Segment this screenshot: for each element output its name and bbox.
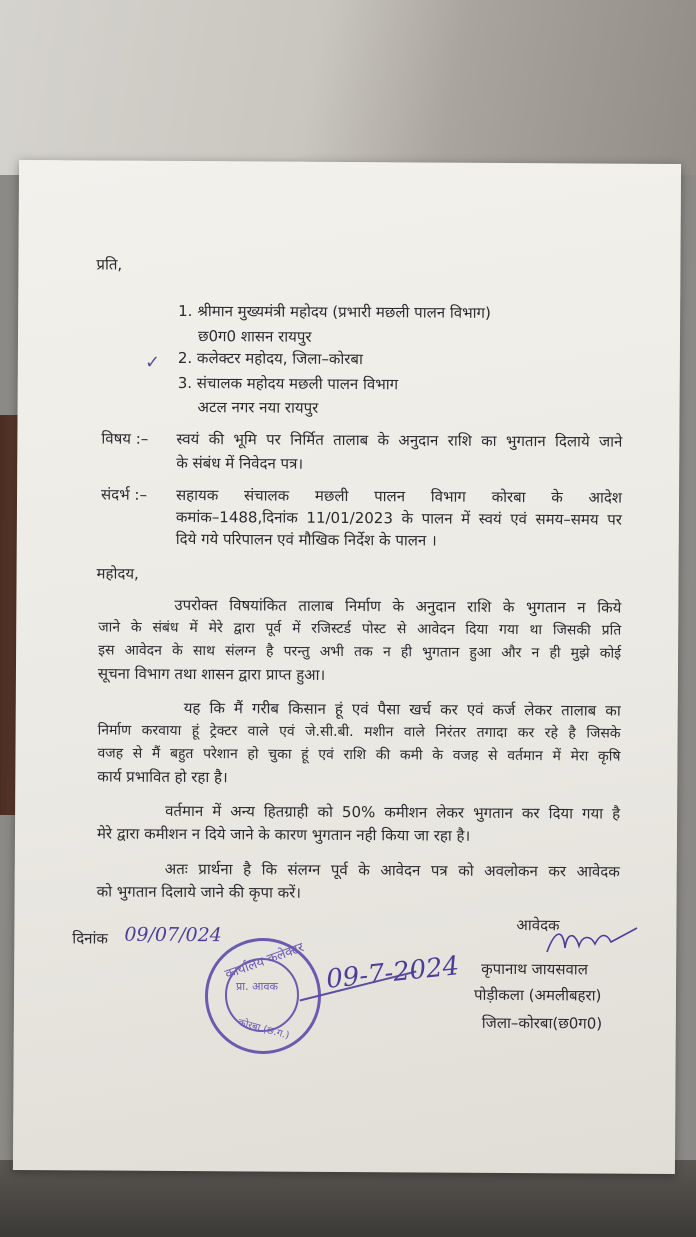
vishay-line-1: स्वयं की भूमि पर निर्मित तालाब के अनुदान राशि का भुगतान दिलाये जाने: [176, 429, 623, 451]
background-wall: [0, 0, 696, 175]
para2-line-2: निर्माण करवाया हूं ट्रेक्टर वाले एवं जे.सी.बी. मशीन वाले निरंतर तगादा कर रहे है जिसके: [97, 722, 621, 742]
para2-line-3: वजह से मैं बहुत परेशान हो चुका हूं एवं राशि की कमी के वजह से वर्तमान में मेरा कृषि: [97, 745, 621, 765]
para1-line-2: जाने के संबंध में मेरे द्वारा पूर्व में रजिस्टर्ड पोस्ट से आवेदन दिया गया था जिसकी प्रति: [98, 619, 622, 639]
check-mark-icon: ✓: [145, 352, 161, 373]
para2-line-1: यह कि मैं गरीब किसान हूं एवं पैसा खर्च कर एवं कर्ज लेकर तालाब का: [183, 699, 621, 720]
stamp-bottom-text: कोरबा (छ.ग.): [236, 1017, 291, 1042]
recipient-2: 2. कलेक्टर महोदय, जिला–कोरबा: [177, 348, 363, 369]
recipient-1-place: छ0ग0 शासन रायपुर: [197, 327, 312, 346]
para1-line-3: इस आवेदन के साथ संलग्न है परन्तु अभी तक न ही भुगतान हुआ और न ही मुझे कोई: [98, 642, 622, 662]
letter-page: [13, 160, 681, 1174]
salutation: महोदय,: [96, 564, 139, 583]
signature-icon: [545, 922, 640, 962]
applicant-name: कृपानाथ जायसवाल: [481, 959, 588, 979]
vishay-line-2: के संबंध में निवेदन पत्र।: [176, 453, 304, 473]
para3-line-2: मेरे द्वारा कमीशन न दिये जाने के कारण भुगतान नही किया जा रहा है।: [96, 824, 471, 845]
para1-line-4: सूचना विभाग तथा शासन द्वारा प्राप्त हुआ।: [97, 664, 326, 684]
date-label: दिनांक: [72, 929, 108, 948]
recipient-3: 3. संचालक महोदय मछली पालन विभाग: [177, 373, 399, 394]
para3-line-1: वर्तमान में अन्य हितग्राही को 50% कमीशन लेकर भुगतान कर दिया गया है: [165, 801, 621, 823]
applicant-label: आवेदक: [516, 916, 560, 935]
handwritten-date: 09/07/024: [124, 923, 222, 947]
office-stamp: [205, 938, 321, 1054]
received-date: 09-7-2024: [324, 951, 461, 995]
vishay-label: विषय :–: [101, 429, 149, 448]
para4-line-1: अतः प्रार्थना है कि संलग्न पूर्व के आवेदन पत्र को अवलोकन कर आवेदक: [164, 859, 620, 881]
stamp-top-text: कार्यालय कलेक्टर: [223, 940, 306, 983]
applicant-village: पोड़ीकला (अमलीबहरा): [473, 985, 602, 1005]
recipient-1: 1. श्रीमान मुख्यमंत्री महोदय (प्रभारी मछली पालन विभाग): [178, 301, 491, 322]
sandarbh-line-3: दिये गये परिपालन एवं मौखिक निर्देश के पालन ।: [175, 529, 437, 550]
recipient-3-place: अटल नगर नया रायपुर: [197, 398, 319, 417]
para1-line-1: उपरोक्त विषयांकित तालाब निर्माण के अनुदान राशि के भुगतान न किये: [174, 595, 622, 617]
sandarbh-line-1: सहायक संचालक मछली पालन विभाग कोरबा के आदेश: [175, 485, 623, 507]
para4-line-2: को भुगतान दिलाये जाने की कृपा करें।: [96, 882, 302, 902]
prati: प्रति,: [96, 255, 123, 274]
applicant-district: जिला–कोरबा(छ0ग0): [481, 1013, 603, 1033]
stamp-mid-text: प्रा. आवक: [236, 980, 278, 993]
sandarbh-label: संदर्भ :–: [100, 485, 148, 504]
para2-line-4: कार्य प्रभावित हो रहा है।: [97, 767, 228, 787]
sandarbh-line-2: कमांक–1488,दिनांक 11/01/2023 के पालन में स्वयं एवं समय–समय पर: [175, 507, 622, 529]
